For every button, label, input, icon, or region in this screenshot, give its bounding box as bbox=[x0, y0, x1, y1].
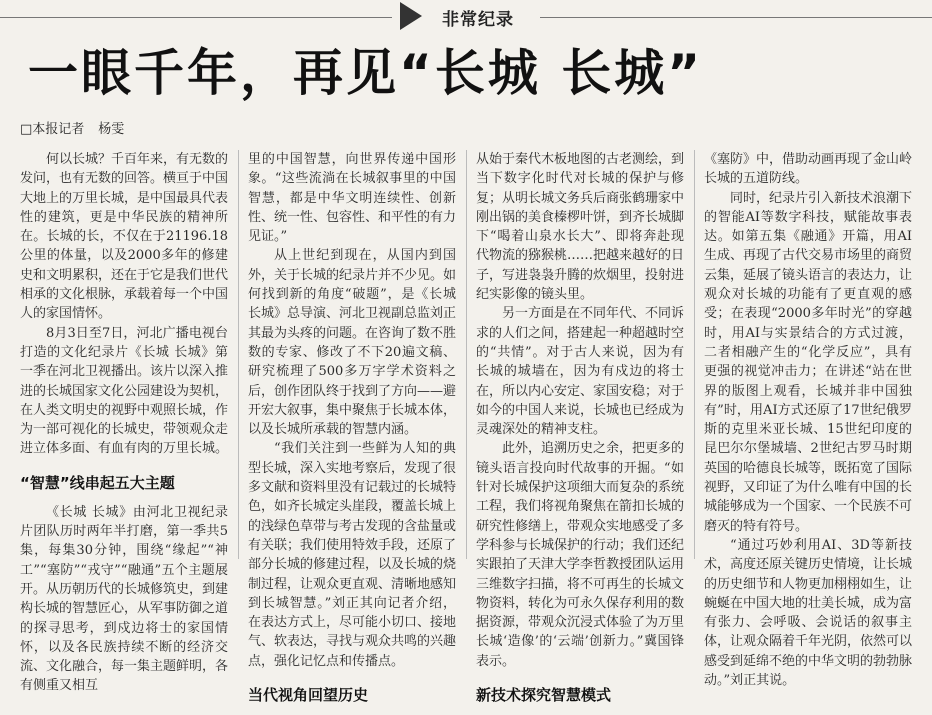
paragraph: 此外，追溯历史之余，把更多的镜头语言投向时代故事的开掘。“如针对长城保护这项细大而复杂的系统工程，我们将视角聚焦在箭扣长城的研究性修缮上，带观众实地感受了多学科参与长城保护的行动；我们还纪实跟拍了天津大学李哲教授团队运用三维数字扫描，将不可再生的长城文物资料，转化为可永久保存利用的数据资源，带观众沉浸式体验了为万里长城‘造像’的‘云端’创新力。”冀国锋表示。 bbox=[476, 441, 685, 669]
section-name: 非常纪录 bbox=[442, 10, 514, 30]
paragraph: 从上世纪到现在，从国内到国外，关于长城的纪录片并不少见。如何找到新的角度“破题”，是《长城 长城》总导演、河北卫视副总监刘正其最为头疼的问题。在咨询了数不胜数的专家、修改了不下20遍文稿、研究梳理了500多万字学术资料之后，创作团队终于找到了方向——避开宏大叙事，集中聚焦于长城本体，以及长城所承载的智慧内涵。 bbox=[248, 248, 457, 438]
byline-label: □本报记者 bbox=[20, 122, 85, 137]
article-column-4 bbox=[704, 150, 912, 690]
section-header bbox=[0, 0, 932, 36]
paragraph: 同时，纪录片引入新技术浪潮下的智能AI等数字科技，赋能故事表达。如第五集《融通》开篇，用AI生成、再现了古代交易市场里的商贸云集，延展了镜头语言的表达力，让观众对长城的功能有了更直观的感受；在表现“2000多年时光”的穿越时，用AI与实景结合的方式过渡，二者相融产生的“化学反应”，具有更强的视觉冲击力；在讲述“站在世界的版图上观看，长城并非中国独有”时，用AI方式还原了17世纪俄罗斯的克里米亚长城、15世纪印度的昆巴尔尔堡城墙、2世纪古罗马时期英国的哈德良长城等，既拓宽了国际视野，又印证了为什么唯有中国的长城能够成为一个国家、一个民族不可磨灭的特有符号。 bbox=[704, 190, 913, 534]
play-arrow-icon bbox=[400, 2, 422, 30]
paragraph: 《长城 长城》由河北卫视纪录片团队历时两年半打磨，第一季共5集，每集30分钟，围绕“缘起”“神工”“塞防”“戎守”“融通”五个主题展开。从历朝历代的长城修筑史，到建构长城的智慧匠心，从军事防御之道的探寻思考，到戍边将士的家国情怀，以及各民族持续不断的经济交流、文化融合，每一集主题鲜明，各有侧重又相互 bbox=[20, 504, 229, 694]
byline bbox=[20, 118, 124, 137]
paragraph: 8月3日至7日，河北广播电视台打造的文化纪录片《长城 长城》第一季在河北卫视播出。该片以深入推进的长城国家文化公园建设为契机，在人类文明史的视野中观照长城，作为一部可视化的长城史，带领观众走进立体多面、有血有肉的万里长城。 bbox=[20, 325, 229, 457]
paragraph: “通过巧妙利用AI、3D等新技术，高度还原关键历史情境，让长城的历史细节和人物更加栩栩如生，让蜿蜒在中国大地的壮美长城，成为富有张力、会呼吸、会说话的叙事主体，让观众隔着千年光阴，依然可以感受到延绵不绝的中华文明的勃勃脉动。”刘正其说。 bbox=[704, 537, 913, 689]
byline-author: 杨雯 bbox=[98, 122, 125, 137]
paragraph: 从始于秦代木板地图的古老测绘，到当下数字化时代对长城的保护与修复；从明长城文务兵后商张鹤珊家中刚出锅的美食榛椤叶饼，到齐长城脚下“喝着山泉水长大”、即将奔赴现代物流的猕猴桃……把越来越好的日子，写进袅袅升腾的炊烟里，投射进纪实影像的镜头里。 bbox=[476, 152, 685, 303]
column-divider bbox=[466, 150, 467, 559]
paragraph: “我们关注到一些鲜为人知的典型长城，深入实地考察后，发现了很多文献和资料里没有记载过的长城特色，如齐长城定头崖段，覆盖长城上的浅绿色草带与考古发现的含盐量或有关联；我们使用特效手段，还原了部分长城的修建过程，以及长城的烧制过程，让观众更直观、清晰地感知到长城智慧。”刘正其向记者介绍，在表达方式上，尽可能小切口、接地气、软表达，寻找与观众共鸣的兴趣点，强化记忆点和传播点。 bbox=[248, 441, 457, 669]
column-divider bbox=[238, 150, 239, 559]
paragraph: 里的中国智慧，向世界传递中国形象。“这些流淌在长城叙事里的中国智慧，都是中华文明连续性、创新性、统一性、包容性、和平性的有力见证。” bbox=[248, 152, 457, 245]
column-divider bbox=[694, 150, 695, 559]
article-column-2 bbox=[248, 150, 456, 715]
paragraph: 另一方面是在不同年代、不同诉求的人们之间，搭建起一种超越时空的“共情”。对于古人来说，因为有长城的城墙在，因为有戍边的将士在，所以内心安定、家国安稳；对于如今的中国人来说，长城也已经成为灵魂深处的精神支柱。 bbox=[476, 306, 685, 438]
paragraph: 《塞防》中，借助动画再现了金山岭长城的五道防线。 bbox=[704, 152, 913, 187]
article-column-1 bbox=[20, 150, 228, 696]
subheading: “智慧”线串起五大主题 bbox=[20, 473, 175, 492]
paragraph: 何以长城？千百年来，有无数的发问，也有无数的回答。横亘于中国大地上的万里长城，是中国最具代表性的建筑，更是中华民族的精神所在。长城的长，不仅在于21196.18公里的体量，以及2000多年的修建史和文明累积，还在于它是我们世代相承的文化根脉，承载着每一个中国人的家国情怀。 bbox=[20, 152, 229, 322]
article-column-3 bbox=[476, 150, 684, 715]
subheading: 当代视角回望历史 bbox=[248, 686, 369, 705]
header-rule-right bbox=[540, 17, 932, 18]
header-rule-left bbox=[0, 17, 392, 18]
subheading: 新技术探究智慧模式 bbox=[476, 686, 612, 705]
article-headline: 一眼千年，再见“长城 长城” bbox=[28, 44, 704, 102]
